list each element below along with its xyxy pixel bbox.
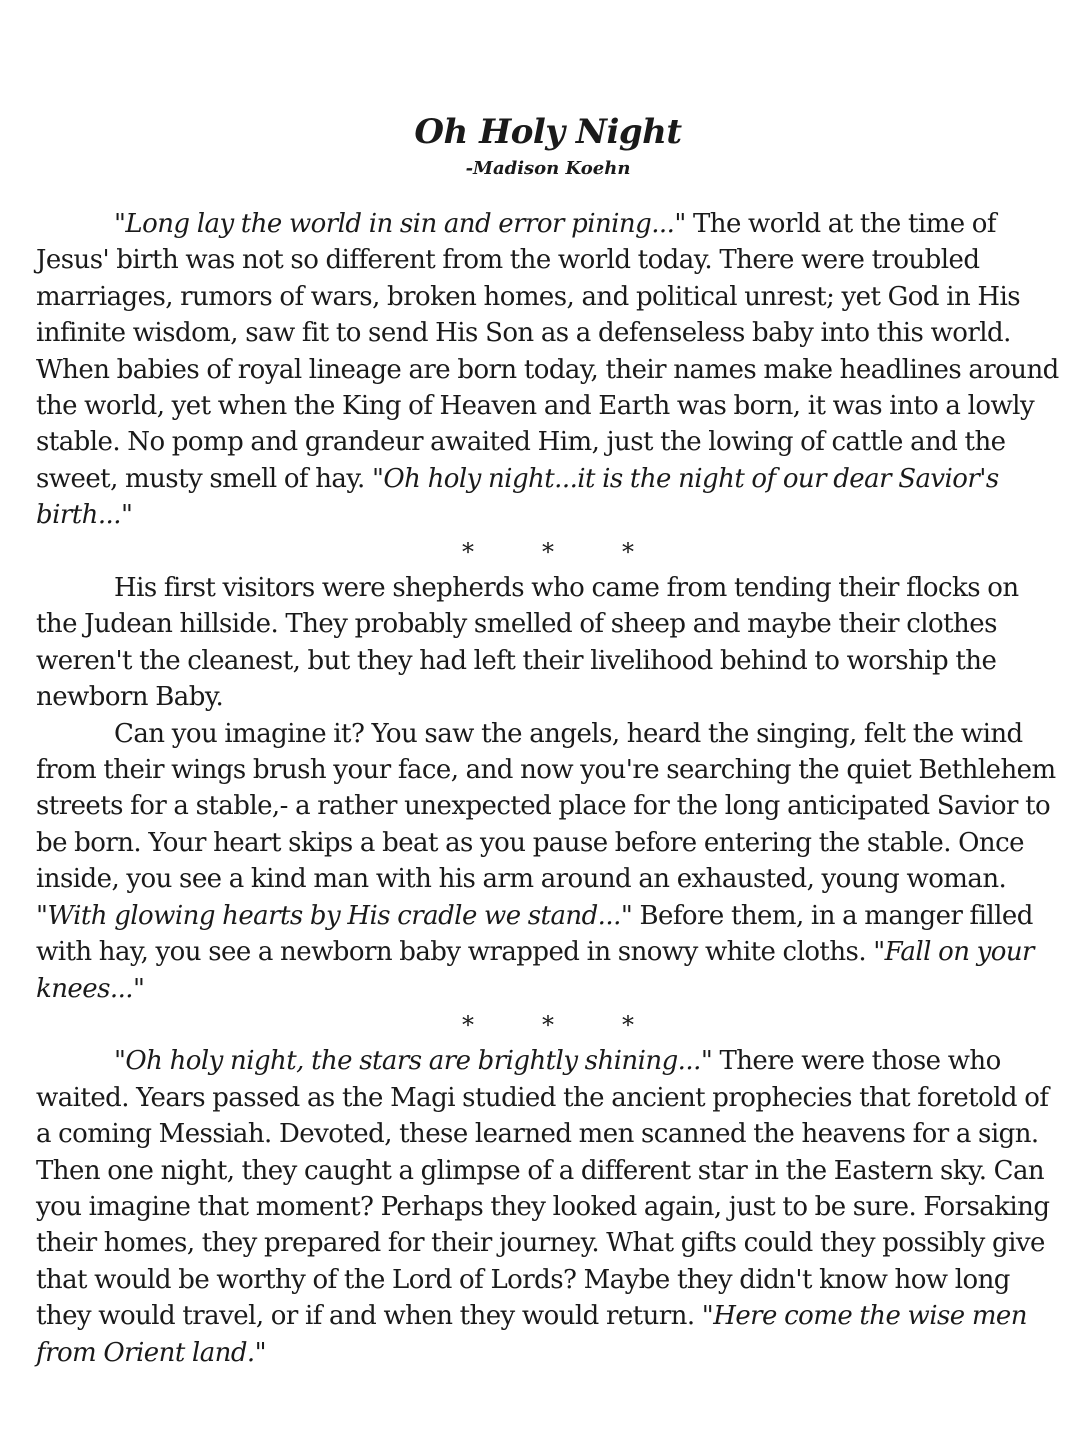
paragraph-text: His first visitors were shepherds who came from tending their flocks on the Judean hillside. They probably smelled of sheep and maybe their clothes weren't the cleanest, but they had left their livelihood behind to worship the newborn Baby. [36, 573, 1019, 713]
lyric-quote: "Here come the wise men from Orient land." [36, 1301, 1027, 1368]
asterisk: * [622, 537, 634, 566]
paragraph-3 [36, 716, 1060, 1007]
paragraph-4 [36, 1043, 1060, 1371]
document-title: Oh Holy Night [414, 112, 682, 152]
paragraph-text: Before them, in a manger filled with hay, you see a newborn baby wrapped in snowy white cloths. [36, 900, 1033, 968]
section-separator [36, 534, 1060, 570]
lyric-quote: "Long lay the world in sin and error pining..." [114, 209, 686, 239]
document-page [36, 108, 1060, 1371]
lyric-quote: "Oh holy night, the stars are brightly shining..." [114, 1046, 713, 1077]
paragraph-1 [36, 206, 1060, 534]
asterisk: * [542, 1010, 554, 1039]
lyric-quote: "Fall on your knees..." [36, 937, 1034, 1004]
paragraph-text: Can you imagine it? You saw the angels, heard the singing, felt the wind from their wings brush your face, and now you're searching the quiet Bethlehem streets for a stable,- a rather unexpected place for the long anticipated Savior to be born. Your heart skips a beat as you pause before entering the stable. Once inside, you see a kind man with his arm around an exhausted, young woman. [36, 718, 1056, 895]
asterisk: * [462, 537, 474, 566]
asterisk: * [542, 537, 554, 566]
asterisk: * [462, 1010, 474, 1039]
lyric-quote: "With glowing hearts by His cradle we stand..." [36, 900, 633, 931]
paragraph-text: The world at the time of Jesus' birth was not so different from the world today. There were troubled marriages, rumors of wars, broken homes, and political unrest; yet God in His infinite wisdom, saw fit to send His Son as a defenseless baby into this world. When babies of royal lineage are born today, their names make headlines around the world, yet when the King of Heaven and Earth was born, it was into a lowly stable. No pomp and grandeur awaited Him, just the lowing of cattle and the sweet, musty smell of hay. [36, 209, 1059, 494]
asterisk: * [622, 1010, 634, 1039]
paragraph-2 [36, 570, 1060, 716]
paragraph-text: There were those who waited. Years passed as the Magi studied the ancient prophecies that foretold of a coming Messiah. Devoted, these learned men scanned the heavens for a sign. Then one night, they caught a glimpse of a different star in the Eastern sky. Can you imagine that moment? Perhaps they looked again, just to be sure. Forsaking their homes, they prepared for their journey. What gifts could they possibly give that would be worthy of the Lord of Lords? Maybe they didn't know how long they would travel, or if and when they would return. [36, 1046, 1050, 1332]
lyric-quote: "Oh holy night...it is the night of our dear Savior's birth..." [36, 463, 999, 531]
section-separator [36, 1007, 1060, 1043]
document-author: -Madison Koehn [465, 158, 631, 179]
